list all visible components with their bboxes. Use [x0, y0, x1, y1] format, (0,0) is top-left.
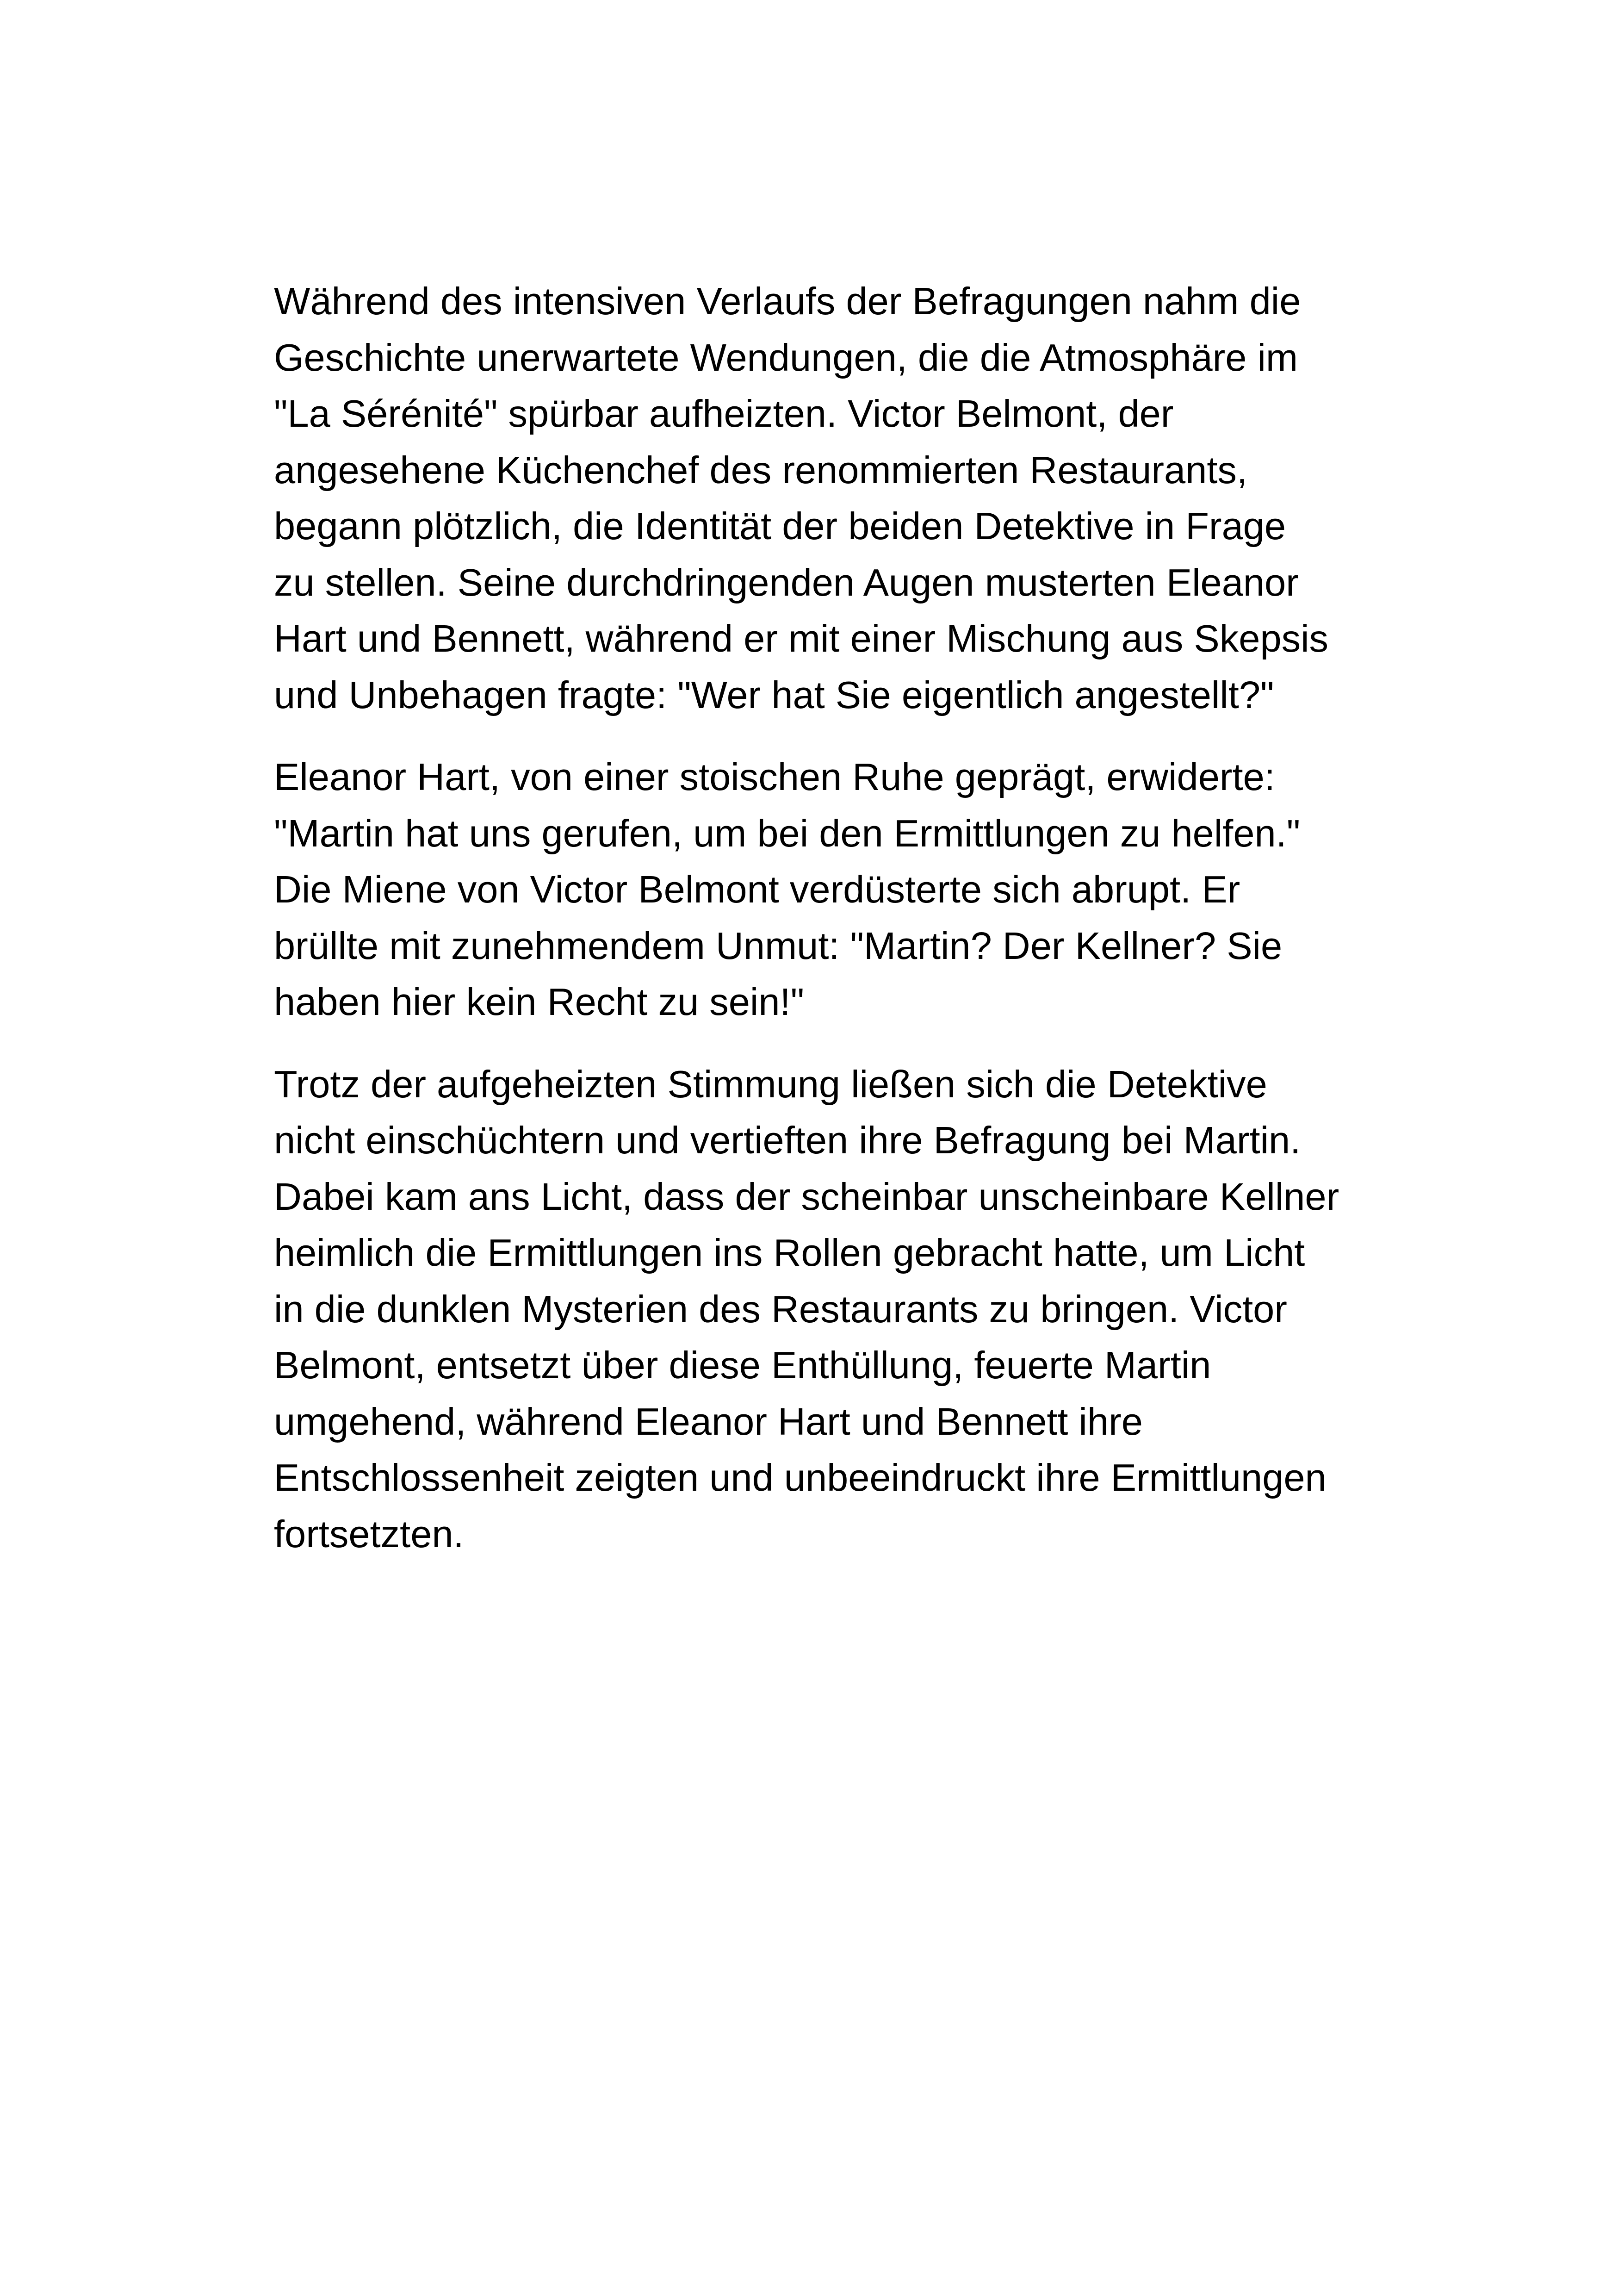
text-line: nicht einschüchtern und vertieften ihre Befragung bei Martin.	[274, 1119, 1301, 1162]
text-line: brüllte mit zunehmendem Unmut: "Martin? Der Kellner? Sie	[274, 924, 1283, 967]
text-line: fortsetzten.	[274, 1512, 464, 1556]
text-line: Trotz der aufgeheizten Stimmung ließen sich die Detektive	[274, 1062, 1267, 1106]
text-line: umgehend, während Eleanor Hart und Bennett ihre	[274, 1400, 1143, 1443]
text-line: und Unbehagen fragte: "Wer hat Sie eigentlich angestellt?"	[274, 673, 1274, 716]
paragraph-1	[274, 273, 1375, 723]
text-line: Entschlossenheit zeigten und unbeeindruckt ihre Ermittlungen	[274, 1456, 1327, 1499]
text-line: in die dunklen Mysterien des Restaurants zu bringen. Victor	[274, 1287, 1287, 1331]
text-line: Während des intensiven Verlaufs der Befragungen nahm die	[274, 280, 1301, 323]
paragraph-3	[274, 1056, 1375, 1562]
paragraph-2	[274, 749, 1375, 1030]
text-line: Dabei kam ans Licht, dass der scheinbar unscheinbare Kellner	[274, 1175, 1339, 1218]
text-line: "Martin hat uns gerufen, um bei den Ermittlungen zu helfen."	[274, 811, 1301, 855]
text-line: heimlich die Ermittlungen ins Rollen gebracht hatte, um Licht	[274, 1231, 1305, 1274]
text-line: Die Miene von Victor Belmont verdüsterte sich abrupt. Er	[274, 868, 1240, 911]
text-line: Belmont, entsetzt über diese Enthüllung, feuerte Martin	[274, 1344, 1211, 1387]
text-line: begann plötzlich, die Identität der beiden Detektive in Frage	[274, 504, 1286, 548]
document-body	[274, 273, 1375, 1588]
text-line: Eleanor Hart, von einer stoischen Ruhe geprägt, erwiderte:	[274, 755, 1275, 798]
text-line: haben hier kein Recht zu sein!"	[274, 980, 805, 1023]
text-line: Hart und Bennett, während er mit einer Mischung aus Skepsis	[274, 617, 1329, 660]
text-line: angesehene Küchenchef des renommierten Restaurants,	[274, 448, 1247, 492]
text-line: "La Sérénité" spürbar aufheizten. Victor Belmont, der	[274, 392, 1174, 435]
text-line: Geschichte unerwartete Wendungen, die die Atmosphäre im	[274, 336, 1298, 379]
text-line: zu stellen. Seine durchdringenden Augen musterten Eleanor	[274, 560, 1299, 604]
